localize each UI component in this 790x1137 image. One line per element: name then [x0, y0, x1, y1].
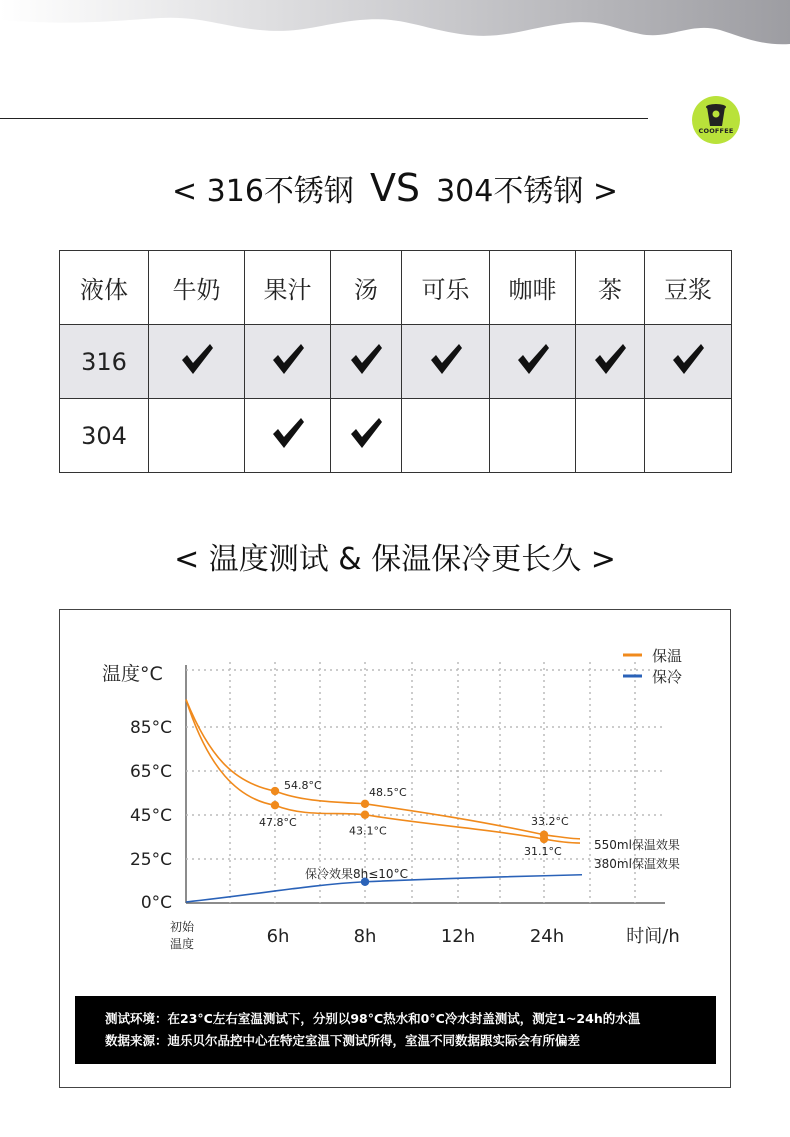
check-cell	[245, 399, 331, 473]
header-cell: 可乐	[402, 251, 490, 325]
y-tick-label: 0°C	[140, 893, 172, 913]
brand-logo	[692, 96, 740, 144]
x-tick-label: 温度	[170, 937, 195, 951]
checkmark-icon	[670, 341, 706, 377]
row-label: 304	[60, 399, 149, 473]
check-cell	[645, 399, 732, 473]
series-label: 380ml保温效果	[594, 857, 680, 871]
x-tick-label: 8h	[353, 926, 377, 947]
checkmark-icon	[270, 341, 306, 377]
header-divider	[0, 118, 648, 119]
data-point	[271, 787, 279, 795]
y-tick-label: 65°C	[129, 762, 172, 782]
y-tick-label: 45°C	[129, 806, 172, 826]
top-wave-decoration	[0, 0, 790, 60]
table-header-row	[60, 251, 732, 325]
checkmark-icon	[270, 415, 306, 451]
check-cell	[402, 399, 490, 473]
header-cell: 汤	[331, 251, 402, 325]
temperature-test-title: < 温度测试 & 保温保冷更长久 >	[174, 542, 616, 577]
x-tick-label: 6h	[266, 926, 290, 947]
cup-icon	[692, 96, 740, 144]
comparison-title-right: 304不锈钢 >	[436, 174, 618, 209]
comparison-title-left: < 316不锈钢	[172, 174, 354, 209]
liquid-compatibility-table	[59, 250, 732, 473]
data-point	[361, 800, 369, 808]
header-cell: 茶	[576, 251, 645, 325]
data-label: 31.1°C	[524, 845, 562, 859]
comparison-title-vs: VS	[369, 166, 421, 210]
checkmark-icon	[515, 341, 551, 377]
data-label: 54.8°C	[284, 779, 322, 793]
test-note-box	[75, 996, 716, 1064]
test-environment-note: 测试环境：在23°C左右室温测试下，分别以98°C热水和0°C冷水封盖测试，测定1~24h的水温	[105, 1011, 641, 1026]
check-cell	[645, 325, 732, 399]
header-cell: 豆浆	[645, 251, 732, 325]
x-axis-label: 时间/h	[626, 926, 680, 947]
brand-logo-text: COOFFEE	[698, 127, 734, 135]
header-cell: 牛奶	[149, 251, 245, 325]
table-row-304	[60, 399, 732, 473]
check-cell	[490, 399, 576, 473]
comparison-title	[0, 166, 790, 210]
check-cell	[402, 325, 490, 399]
header-cell: 咖啡	[490, 251, 576, 325]
series-label: 550ml保温效果	[594, 838, 680, 852]
data-source-note: 数据来源：迪乐贝尔品控中心在特定室温下测试所得，室温不同数据跟实际会有所偏差	[105, 1033, 581, 1048]
header-cell: 果汁	[245, 251, 331, 325]
x-tick-label: 12h	[440, 926, 476, 947]
legend-label: 保温	[652, 647, 683, 665]
legend-label: 保冷	[652, 668, 683, 686]
data-label: 33.2°C	[531, 814, 569, 828]
y-axis-label: 温度°C	[102, 663, 163, 685]
checkmark-icon	[179, 341, 215, 377]
check-cell	[576, 399, 645, 473]
cold-annotation: 保冷效果8h≤10°C	[305, 867, 408, 881]
checkmark-icon	[428, 341, 464, 377]
series-line-380ml	[186, 700, 580, 843]
data-label: 47.8°C	[259, 816, 297, 830]
header-cell: 液体	[60, 251, 149, 325]
data-label: 48.5°C	[369, 785, 407, 799]
data-point	[361, 811, 369, 819]
table-row-316	[60, 325, 732, 399]
data-point	[271, 801, 279, 809]
data-label: 43.1°C	[349, 824, 387, 838]
check-cell	[576, 325, 645, 399]
checkmark-icon	[592, 341, 628, 377]
check-cell	[245, 325, 331, 399]
x-tick-label: 24h	[529, 926, 565, 947]
y-tick-label: 25°C	[129, 850, 172, 870]
check-cell	[490, 325, 576, 399]
check-cell	[331, 325, 402, 399]
data-point	[540, 835, 548, 843]
checkmark-icon	[348, 415, 384, 451]
y-tick-label: 85°C	[129, 718, 172, 738]
check-cell	[331, 399, 402, 473]
checkmark-icon	[348, 341, 384, 377]
check-cell	[149, 325, 245, 399]
check-cell	[149, 399, 245, 473]
row-label: 316	[60, 325, 149, 399]
x-tick-label: 初始	[170, 920, 195, 934]
